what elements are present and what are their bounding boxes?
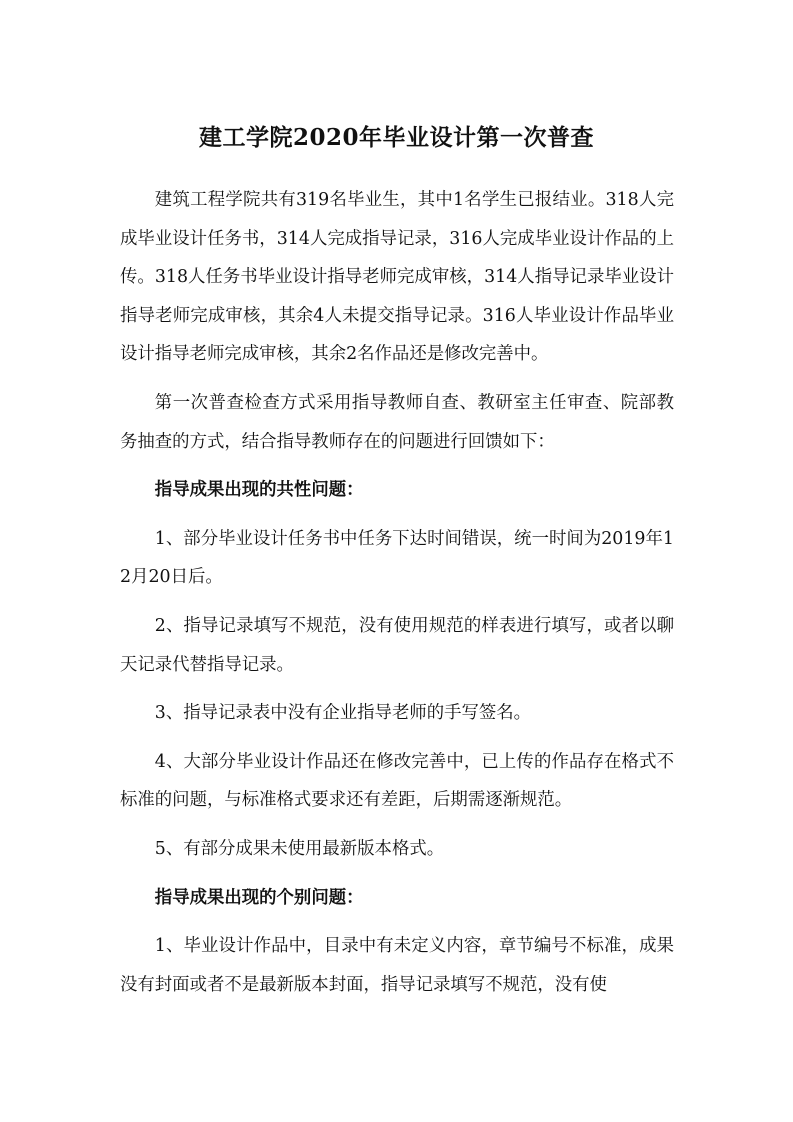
section-heading-individual-issues: 指导成果出现的个别问题： bbox=[154, 887, 364, 908]
list-item-common-5: 5、有部分成果未使用最新版本格式。 bbox=[154, 838, 445, 859]
document-title: 建工学院2020年毕业设计第一次普查 bbox=[198, 124, 594, 151]
list-item-individual-1: 1、毕业设计作品中，目录中有未定义内容，章节编号不标准，成果没有封面或者不是最新版本封面，指导记录填写不规范，没有使 bbox=[120, 936, 674, 995]
list-item-common-3: 3、指导记录表中没有企业指导老师的手写签名。 bbox=[154, 703, 532, 724]
list-item-common-2: 2、指导记录填写不规范，没有使用规范的样表进行填写，或者以聊天记录代替指导记录。 bbox=[120, 615, 674, 675]
section-heading-common-issues: 指导成果出现的共性问题： bbox=[154, 480, 364, 501]
list-item-common-4: 4、大部分毕业设计作品还在修改完善中，已上传的作品存在格式不标准的问题，与标准格式要求还有差距，后期需逐渐规范。 bbox=[120, 751, 674, 811]
document-body bbox=[120, 181, 674, 1004]
list-item-common-1: 1、部分毕业设计任务书中任务下达时间错误，统一时间为2019年12月20日后。 bbox=[120, 528, 674, 588]
paragraph-summary: 建筑工程学院共有319名毕业生，其中1名学生已报结业。318人完成毕业设计任务书，314人完成指导记录，316人完成毕业设计作品的上传。318人任务书毕业设计指导老师完成审核，314人指导记录毕业设计指导老师完成审核，其余4人未提交指导记录。316人毕业设计作品毕业设计指导老师完成审核，其余2名作品还是修改完善中。 bbox=[120, 190, 674, 365]
paragraph-method: 第一次普查检查方式采用指导教师自查、教研室主任审查、院部教务抽查的方式，结合指导教师存在的问题进行回馈如下： bbox=[120, 392, 674, 452]
